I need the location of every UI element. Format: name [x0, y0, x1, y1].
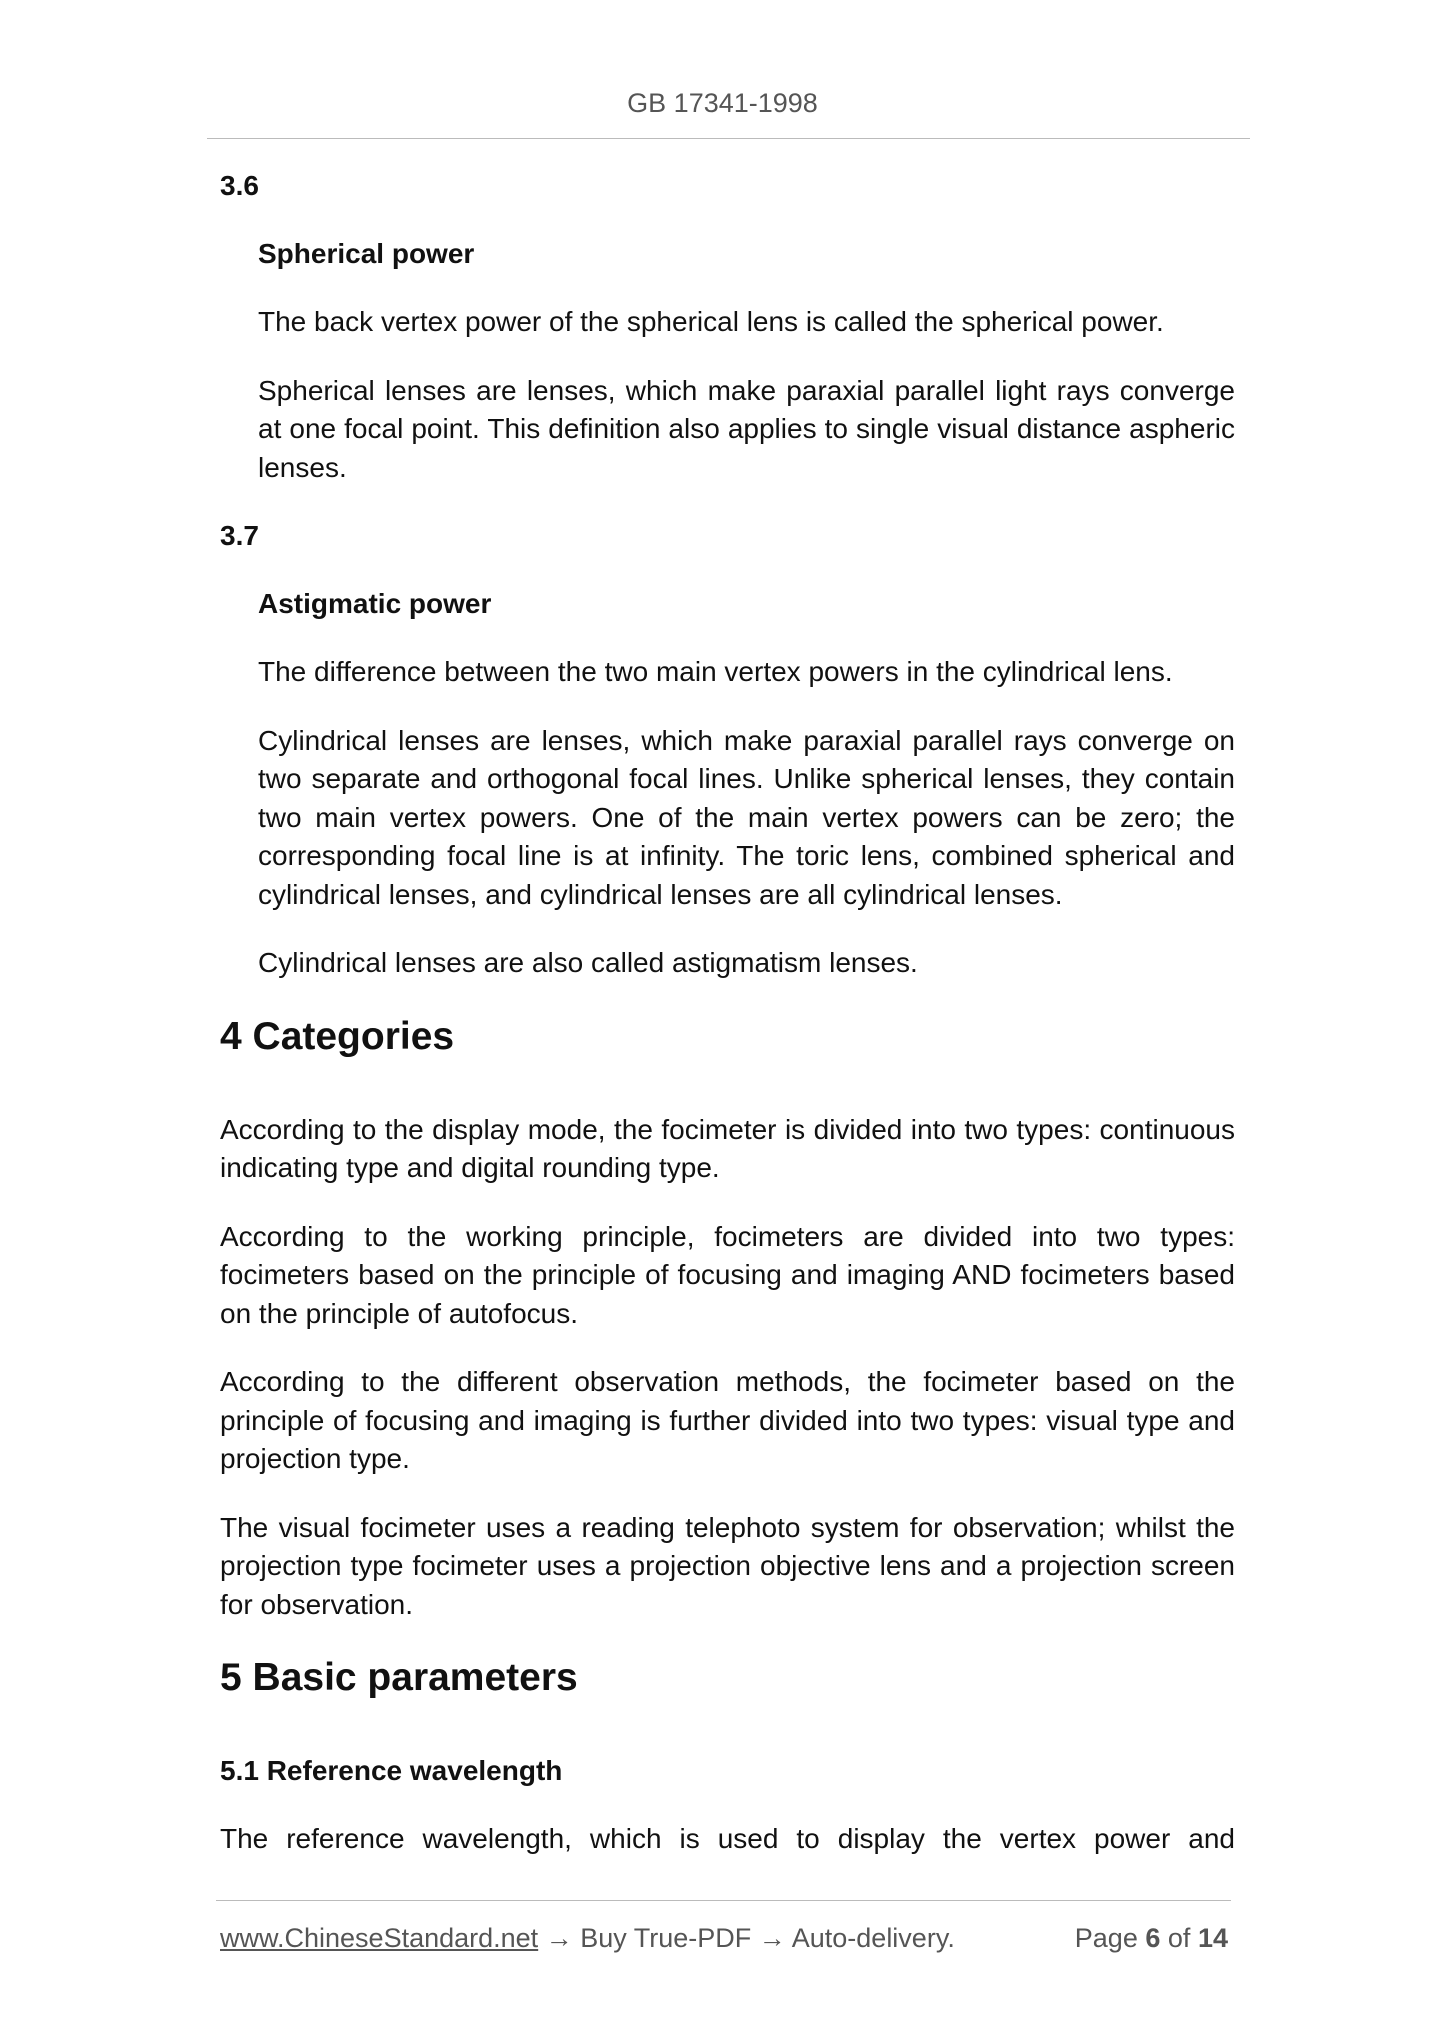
- note-paragraph: Spherical lenses are lenses, which make paraxial parallel light rays converge at one focal point. This definition also applies to single visual distance aspheric lenses.: [258, 374, 1235, 483]
- running-header: GB 17341-1998: [627, 88, 818, 118]
- term-spherical-power: Spherical power: [258, 238, 475, 269]
- section-heading-categories: 4 Categories: [220, 1014, 455, 1058]
- body-paragraph: According to the working principle, focimeters are divided into two types: focimeters based on the principle of focusing and imaging AND focimeters based on the principle of autofocus.: [220, 1220, 1235, 1329]
- page-body: [220, 167, 1235, 1889]
- section-heading-basic-parameters: 5 Basic parameters: [220, 1656, 578, 1699]
- body-paragraph: The visual focimeter uses a reading telephoto system for observation; whilst the projection type focimeter uses a projection objective lens and a projection screen for observation.: [220, 1511, 1235, 1620]
- note-paragraph: Cylindrical lenses are lenses, which make paraxial parallel rays converge on two separate and orthogonal focal lines. Unlike spherical lenses, they contain two main vertex powers. One of the main vertex powers can be zero; the corresponding focal line is at infinity. The toric lens, combined spherical and cylindrical lenses, and cylindrical lenses are all cylindrical lenses.: [258, 724, 1235, 910]
- definition-paragraph: The difference between the two main vertex powers in the cylindrical lens.: [258, 656, 1173, 687]
- body-paragraph: The reference wavelength, which is used to display the vertex power and: [220, 1823, 1235, 1854]
- current-page-number: 6: [1145, 1923, 1161, 1953]
- body-paragraph: According to the display mode, the focimeter is divided into two types: continuous indicating type and digital rounding type.: [220, 1113, 1235, 1183]
- page-of-label: of: [1167, 1923, 1191, 1953]
- clause-number-3-7: 3.7: [220, 520, 259, 551]
- total-page-count: 14: [1197, 1923, 1228, 1953]
- subsection-heading-reference-wavelength: 5.1 Reference wavelength: [220, 1755, 563, 1786]
- page-indicator: [1075, 1920, 1228, 1956]
- footer-divider: [216, 1900, 1231, 1901]
- clause-number-3-6: 3.6: [220, 170, 259, 201]
- footer-tagline: → Buy True-PDF → Auto-delivery.: [538, 1923, 955, 1953]
- page-label: Page: [1074, 1923, 1138, 1953]
- footer-promo: [220, 1920, 955, 1956]
- header-divider: [207, 138, 1250, 139]
- body-paragraph: According to the different observation methods, the focimeter based on the principle of focusing and imaging is further divided into two types: visual type and projection type.: [220, 1366, 1235, 1474]
- note-paragraph: Cylindrical lenses are also called astigmatism lenses.: [258, 947, 918, 978]
- website-link[interactable]: www.ChineseStandard.net: [220, 1923, 539, 1953]
- term-astigmatic-power: Astigmatic power: [258, 588, 492, 619]
- definition-paragraph: The back vertex power of the spherical lens is called the spherical power.: [258, 306, 1164, 337]
